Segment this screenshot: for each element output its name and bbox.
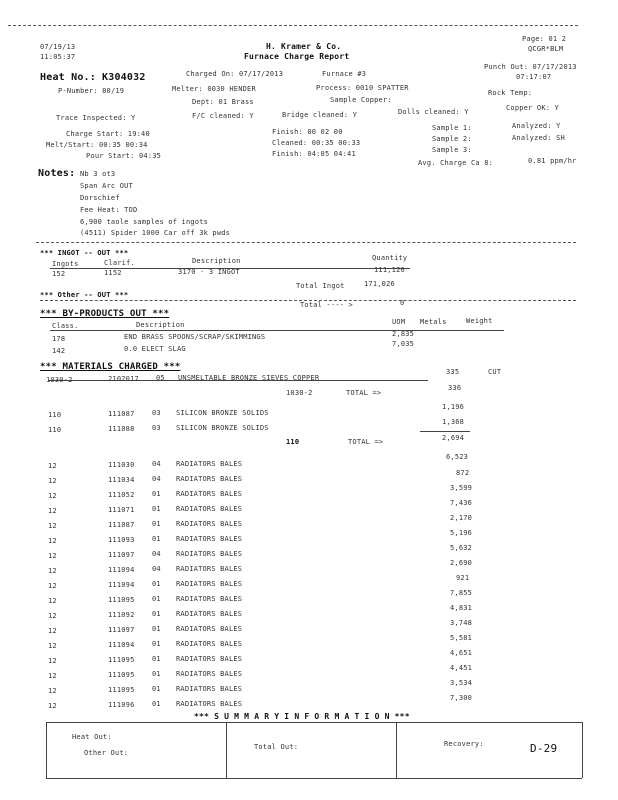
subtotal-label: TOTAL => <box>348 438 384 446</box>
material-lot: 111034 <box>108 476 135 484</box>
avg-charge: Avg. Charge Ca 8: <box>418 159 494 167</box>
sample-2: Sample 2: <box>432 135 472 143</box>
byproduct-uom: 7,035 <box>392 340 415 348</box>
analyzed-1: Analyzed: Y <box>512 122 561 130</box>
ingot-total-label: Total Ingot <box>296 282 345 290</box>
melt-start: Melt/Start: 00:35 00:34 <box>46 141 148 149</box>
material-description: RADIATORS BALES <box>176 535 243 543</box>
material-quantity: 5,632 <box>450 544 473 552</box>
material-description: RADIATORS BALES <box>176 565 243 573</box>
material-lot: 111096 <box>108 701 135 709</box>
summary-heat-out: Heat Out: <box>72 733 112 741</box>
material-description: RADIATORS BALES <box>176 610 243 618</box>
material-code: 12 <box>48 507 57 515</box>
subtotal-label: TOTAL => <box>346 389 382 397</box>
ingot-row-qty: 111,126 <box>374 266 405 274</box>
material-category: 01 <box>152 505 161 513</box>
material-quantity: 2,690 <box>450 559 473 567</box>
report-date: 07/19/13 <box>40 43 76 51</box>
ingot-row-desc: 3170 - 3 INGOT <box>178 268 240 276</box>
material-lot: 111052 <box>108 491 135 499</box>
company-name: H. Kramer & Co. <box>266 42 342 51</box>
dept: Dept: 01 Brass <box>192 98 254 106</box>
material-description: UNSMELTABLE BRONZE SIEVES COPPER <box>178 374 320 382</box>
summary-border <box>46 722 47 778</box>
material-code: 12 <box>48 612 57 620</box>
notes-line: (4511) Spider 1000 Car off 3k pwds <box>80 229 231 237</box>
byproducts-col-weight: Weight <box>466 317 493 325</box>
material-code: 12 <box>48 582 57 590</box>
punch-time: 07:17:07 <box>516 73 552 81</box>
material-code: 12 <box>48 552 57 560</box>
summary-recovery: Recovery: <box>444 740 484 748</box>
material-description: SILICON BRONZE SOLIDS <box>176 409 269 417</box>
material-code: 12 <box>48 462 57 470</box>
furnace: Furnace #3 <box>322 70 367 78</box>
material-quantity: 921 <box>456 574 470 582</box>
finish-datetime-2: Finish: 04:05 04:41 <box>272 150 356 158</box>
other-section-title: *** Other -- OUT *** <box>40 291 129 299</box>
ingot-col-clarif: Clarif. <box>104 259 135 267</box>
material-category: 03 <box>152 409 161 417</box>
material-lot: 111088 <box>108 425 135 433</box>
material-description: RADIATORS BALES <box>176 625 243 633</box>
material-category: 03 <box>152 424 161 432</box>
material-quantity: 4,451 <box>450 664 473 672</box>
material-description: RADIATORS BALES <box>176 505 243 513</box>
material-code: 12 <box>48 657 57 665</box>
material-uom: CUT <box>488 368 502 376</box>
byproduct-description: 0.0 ELECT SLAG <box>124 345 186 353</box>
page-stamp: D-29 <box>530 742 558 755</box>
material-lot: 111097 <box>108 551 135 559</box>
summary-total-out: Total Out: <box>254 743 299 751</box>
byproducts-col-class: Class. <box>52 322 79 330</box>
ingot-total-value: 171,026 <box>364 280 395 288</box>
material-lot: 111093 <box>108 536 135 544</box>
notes-line: Span Arc OUT <box>80 182 133 190</box>
p-number: P-Number: 80/19 <box>58 87 125 95</box>
byproduct-code: 178 <box>52 335 66 343</box>
material-description: RADIATORS BALES <box>176 685 243 693</box>
subtotal-value: 2,694 <box>442 434 465 442</box>
material-lot: 111095 <box>108 671 135 679</box>
notes-label: Notes: <box>38 168 76 179</box>
material-quantity: 335 <box>446 368 460 376</box>
process: Process: 0010 SPATTER <box>316 84 409 92</box>
notes-line: Nb 3 ot3 <box>80 170 116 178</box>
material-category: 04 <box>152 565 161 573</box>
trace-inspected: Trace Inspected: Y <box>56 114 136 122</box>
material-lot: 111095 <box>108 656 135 664</box>
material-lot: 111087 <box>108 521 135 529</box>
byproducts-col-uom: UOM <box>392 318 406 326</box>
material-code: 12 <box>48 702 57 710</box>
subtotal-value: 336 <box>448 384 462 392</box>
material-category: 01 <box>152 610 161 618</box>
summary-title: *** S U M M A R Y I N F O R M A T I O N *** <box>194 712 410 721</box>
material-description: RADIATORS BALES <box>176 475 243 483</box>
material-category: 01 <box>152 520 161 528</box>
material-lot: 111094 <box>108 566 135 574</box>
byproducts-header-rule <box>50 330 504 331</box>
sample-3: Sample 3: <box>432 146 472 154</box>
material-category: 01 <box>152 700 161 708</box>
material-quantity: 7,436 <box>450 499 473 507</box>
notes-line: Fee Heat: TOD <box>80 206 138 214</box>
material-category: 01 <box>152 580 161 588</box>
ingot-col-description: Description <box>192 257 241 265</box>
other-total-label: Total ---- > <box>300 301 353 309</box>
report-time: 11:05:37 <box>40 53 76 61</box>
material-lot: 111095 <box>108 686 135 694</box>
material-category: 05 <box>156 374 165 382</box>
copper-ok: Copper OK: Y <box>506 104 559 112</box>
melter: Melter: 0030 HENDER <box>172 85 256 93</box>
material-category: 01 <box>152 685 161 693</box>
avg-charge-value: 0.81 ppm/hr <box>528 157 577 165</box>
punch-out: Punch Out: 07/17/2013 <box>484 63 577 71</box>
material-quantity: 872 <box>456 469 470 477</box>
material-code: 12 <box>48 522 57 530</box>
material-code: 12 <box>48 477 57 485</box>
material-quantity: 3,748 <box>450 619 473 627</box>
material-category: 01 <box>152 625 161 633</box>
material-code: 12 <box>48 672 57 680</box>
material-code: 1030-2 <box>46 376 73 384</box>
summary-other-out: Other Out: <box>84 749 129 757</box>
material-description: RADIATORS BALES <box>176 670 243 678</box>
subtotal-code: 110 <box>286 438 300 446</box>
byproducts-col-metals: Metals <box>420 318 447 326</box>
rock-temp: Rock Temp: <box>488 89 533 97</box>
material-lot: 111030 <box>108 461 135 469</box>
byproducts-section-title: *** BY-PRODUCTS OUT *** <box>40 309 170 319</box>
summary-border <box>582 722 583 778</box>
ingot-col-quantity: Quantity <box>372 254 408 262</box>
summary-top-rule <box>46 722 582 723</box>
material-quantity: 7,300 <box>450 694 473 702</box>
material-category: 04 <box>152 550 161 558</box>
material-category: 01 <box>152 640 161 648</box>
summary-divider <box>396 722 397 778</box>
material-category: 04 <box>152 475 161 483</box>
material-lot: 111071 <box>108 506 135 514</box>
byproducts-col-description: Description <box>136 321 185 329</box>
material-quantity: 5,581 <box>450 634 473 642</box>
material-description: RADIATORS BALES <box>176 655 243 663</box>
material-category: 01 <box>152 670 161 678</box>
notes-line: 6,900 taole samples of ingots <box>80 218 209 226</box>
material-code: 12 <box>48 567 57 575</box>
byproduct-code: 142 <box>52 347 66 355</box>
material-description: SILICON BRONZE SOLIDS <box>176 424 269 432</box>
charge-start: Charge Start: 19:40 <box>66 130 150 138</box>
material-category: 04 <box>152 460 161 468</box>
material-quantity: 1,368 <box>442 418 465 426</box>
material-lot: 111092 <box>108 611 135 619</box>
material-lot: 111097 <box>108 626 135 634</box>
material-description: RADIATORS BALES <box>176 640 243 648</box>
material-description: RADIATORS BALES <box>176 580 243 588</box>
material-lot: 111094 <box>108 641 135 649</box>
material-description: RADIATORS BALES <box>176 595 243 603</box>
summary-bottom-rule <box>46 778 582 779</box>
ingot-row-a: 152 <box>52 270 66 278</box>
byproduct-description: END BRASS SPOONS/SCRAP/SKIMMINGS <box>124 333 266 341</box>
material-code: 110 <box>48 426 62 434</box>
material-lot: 2102017 <box>108 375 139 383</box>
material-quantity: 1,196 <box>442 403 465 411</box>
report-title: Furnace Charge Report <box>244 52 350 61</box>
material-lot: 111087 <box>108 410 135 418</box>
bridge-cleaned: Bridge cleaned: Y <box>282 111 358 119</box>
material-quantity: 5,196 <box>450 529 473 537</box>
sample-1: Sample 1: <box>432 124 472 132</box>
material-description: RADIATORS BALES <box>176 460 243 468</box>
pour-start: Pour Start: 04:35 <box>86 152 162 160</box>
subtotal-code: 1030-2 <box>286 389 313 397</box>
heat-label: Heat No.: <box>40 72 96 83</box>
material-quantity: 7,855 <box>450 589 473 597</box>
ingot-col-ingots: Ingots <box>52 260 79 268</box>
material-quantity: 4,651 <box>450 649 473 657</box>
notes-line: Dorschief <box>80 194 120 202</box>
material-lot: 111095 <box>108 596 135 604</box>
materials-section-title: *** MATERIALS CHARGED *** <box>40 362 181 372</box>
material-category: 01 <box>152 535 161 543</box>
material-code: 12 <box>48 492 57 500</box>
material-category: 01 <box>152 595 161 603</box>
fc-cleaned: F/C cleaned: Y <box>192 112 254 120</box>
material-description: RADIATORS BALES <box>176 550 243 558</box>
material-code: 12 <box>48 627 57 635</box>
top-rule <box>8 25 578 26</box>
heat-number: K304032 <box>102 72 146 83</box>
material-quantity: 3,599 <box>450 484 473 492</box>
material-category: 01 <box>152 655 161 663</box>
subtotal-rule <box>420 431 470 432</box>
material-code: 12 <box>48 687 57 695</box>
page-number: Page: 01 2 <box>522 35 567 43</box>
material-code: 12 <box>48 537 57 545</box>
charged-on: Charged On: 07/17/2013 <box>186 70 284 78</box>
material-description: RADIATORS BALES <box>176 490 243 498</box>
material-code: 110 <box>48 411 62 419</box>
finish-datetime: Finish: 00 02 00 <box>272 128 343 136</box>
sample-copper: Sample Copper: <box>330 96 392 104</box>
summary-divider <box>226 722 227 778</box>
material-lot: 111094 <box>108 581 135 589</box>
section-rule <box>36 242 576 243</box>
byproduct-uom: 2,835 <box>392 330 415 338</box>
material-code: 12 <box>48 642 57 650</box>
cleaned-time: Cleaned: 00:35 00:33 <box>272 139 361 147</box>
analyzed-2: Analyzed: SH <box>512 134 565 142</box>
material-quantity: 2,170 <box>450 514 473 522</box>
dolls-cleaned: Dolls cleaned: Y <box>398 108 469 116</box>
material-category: 01 <box>152 490 161 498</box>
ingot-row-b: 1152 <box>104 269 122 277</box>
material-description: RADIATORS BALES <box>176 520 243 528</box>
material-quantity: 3,534 <box>450 679 473 687</box>
ingot-section-title: *** INGOT -- OUT *** <box>40 249 129 257</box>
material-quantity: 6,523 <box>446 453 469 461</box>
material-code: 12 <box>48 597 57 605</box>
material-description: RADIATORS BALES <box>176 700 243 708</box>
report-code: QCGR*BLM <box>528 45 564 53</box>
other-total-value: 0 <box>400 299 405 307</box>
material-quantity: 4,831 <box>450 604 473 612</box>
